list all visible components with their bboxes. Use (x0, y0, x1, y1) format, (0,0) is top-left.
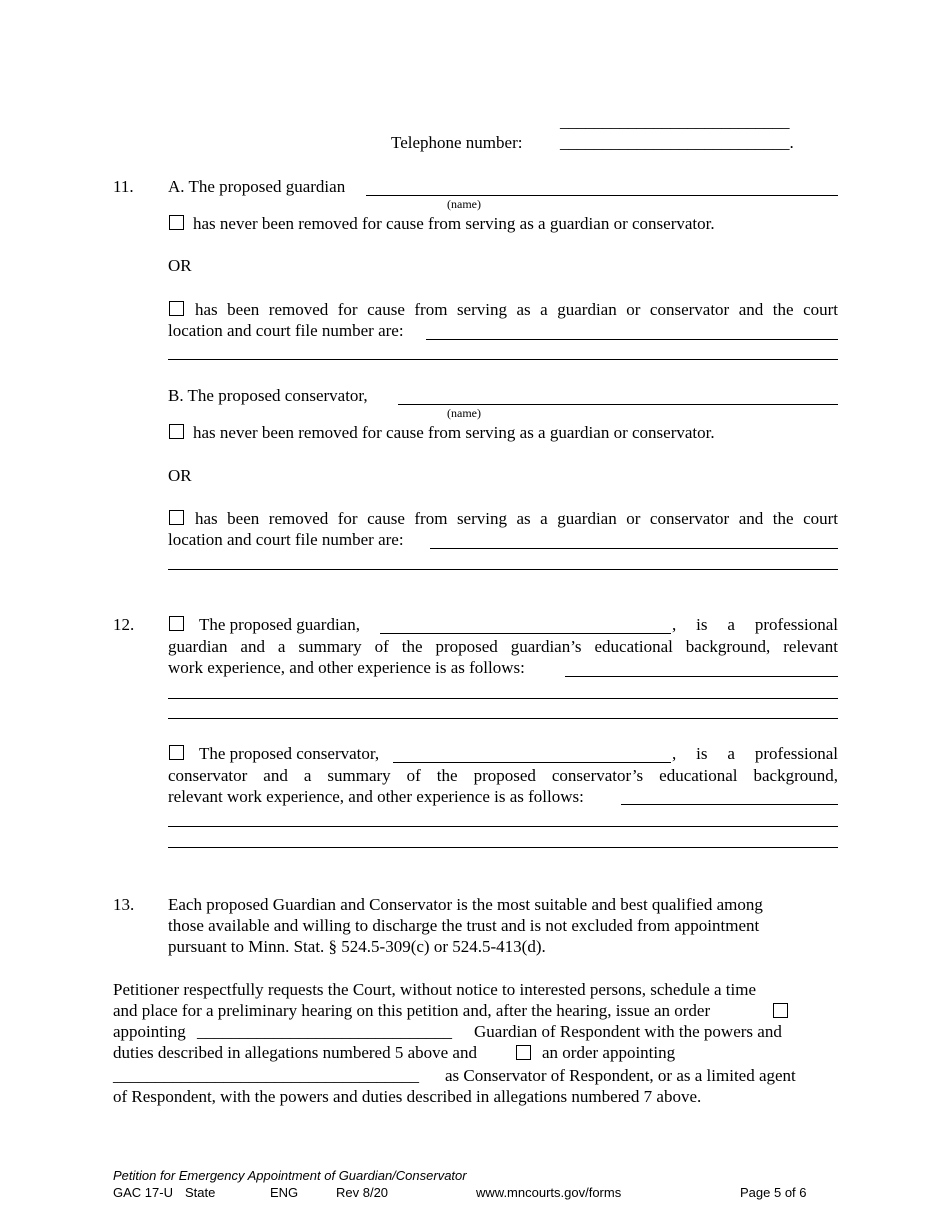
or-text-b: OR (168, 466, 192, 485)
request-order-appointing: an order appointing (542, 1043, 676, 1062)
professional-conservator-tail: , is a professional (672, 744, 838, 763)
guardian-never-removed-text: has never been removed for cause from serving as a guardian or conservator. (193, 214, 715, 233)
order-appointing-conservator-checkbox[interactable] (516, 1045, 531, 1060)
request-appointing-label: appointing (113, 1022, 186, 1041)
conservator-court-location-field-2[interactable] (168, 569, 838, 570)
professional-guardian-name-field[interactable] (380, 633, 671, 634)
guardian-court-location-label: location and court file number are: (168, 321, 404, 340)
guardian-experience-field-3[interactable] (168, 718, 838, 719)
section-12-number: 12. (113, 615, 135, 634)
conservator-removed-text: has been removed for cause from serving as a guardian or conservator and the court (195, 509, 838, 528)
conservator-removed-checkbox[interactable] (169, 510, 184, 525)
professional-conservator-name-field[interactable] (393, 762, 671, 763)
request-line2: and place for a preliminary hearing on this petition and, after the hearing, issue an order (113, 1001, 711, 1020)
professional-conservator-line2: conservator and a summary of the proposed conservator’s educational background, (168, 766, 838, 785)
conservator-court-location-field[interactable] (430, 548, 838, 549)
footer-url[interactable]: www.mncourts.gov/forms (476, 1185, 622, 1200)
conservator-never-removed-checkbox[interactable] (169, 424, 184, 439)
guardian-experience-field-2[interactable] (168, 698, 838, 699)
section-11-number: 11. (113, 177, 134, 196)
section-13-line3: pursuant to Minn. Stat. § 524.5-309(c) or 524.5-413(d). (168, 937, 546, 956)
order-appointing-guardian-checkbox[interactable] (773, 1003, 788, 1018)
guardian-experience-field[interactable] (565, 676, 838, 677)
conservator-court-location-label: location and court file number are: (168, 530, 404, 549)
conservator-experience-field-2[interactable] (168, 826, 838, 827)
conservator-experience-field[interactable] (621, 804, 838, 805)
section-13-number: 13. (113, 895, 135, 914)
guardian-removed-text: has been removed for cause from serving as a guardian or conservator and the court (195, 300, 838, 319)
professional-guardian-line3: work experience, and other experience is as follows: (168, 658, 525, 677)
request-line1: Petitioner respectfully requests the Court, without notice to interested persons, schedule a time (113, 980, 757, 999)
or-text: OR (168, 256, 192, 275)
guardian-name-caption: (name) (447, 197, 481, 211)
professional-guardian-tail: , is a professional (672, 615, 838, 634)
request-guardian-powers: Guardian of Respondent with the powers and (474, 1022, 782, 1041)
conservator-appointee-field[interactable]: ____________________________________ (113, 1066, 419, 1085)
footer-page-number: Page 5 of 6 (740, 1185, 807, 1200)
guardian-court-location-field[interactable] (426, 339, 838, 340)
telephone-field[interactable]: ___________________________. (560, 133, 794, 152)
conservator-name-label: B. The proposed conservator, (168, 386, 368, 405)
request-conservator-text: as Conservator of Respondent, or as a limited agent (445, 1066, 796, 1085)
conservator-never-removed-text: has never been removed for cause from serving as a guardian or conservator. (193, 423, 715, 442)
professional-conservator-lead: The proposed conservator, (199, 744, 380, 763)
professional-conservator-checkbox[interactable] (169, 745, 184, 760)
conservator-experience-field-3[interactable] (168, 847, 838, 848)
professional-conservator-line3: relevant work experience, and other experience is as follows: (168, 787, 584, 806)
professional-guardian-checkbox[interactable] (169, 616, 184, 631)
footer-state: State (185, 1185, 216, 1200)
guardian-name-field[interactable] (366, 195, 838, 196)
guardian-never-removed-checkbox[interactable] (169, 215, 184, 230)
footer-form-code: GAC 17-U (113, 1185, 173, 1200)
request-line6: of Respondent, with the powers and duties described in allegations numbered 7 above. (113, 1087, 702, 1106)
conservator-name-caption: (name) (447, 406, 481, 420)
footer-form-title: Petition for Emergency Appointment of Guardian/Conservator (113, 1168, 467, 1183)
professional-guardian-lead: The proposed guardian, (199, 615, 360, 634)
guardian-court-location-field-2[interactable] (168, 359, 838, 360)
footer-language: ENG (270, 1185, 299, 1200)
professional-guardian-line2: guardian and a summary of the proposed guardian’s educational background, relevant (168, 637, 838, 656)
guardian-name-label: A. The proposed guardian (168, 177, 346, 196)
guardian-removed-checkbox[interactable] (169, 301, 184, 316)
telephone-line-top: ___________________________ (560, 112, 790, 131)
guardian-appointee-field[interactable]: ______________________________ (197, 1022, 452, 1041)
conservator-name-field[interactable] (398, 404, 838, 405)
section-13-line2: those available and willing to discharge the trust and is not excluded from appointment (168, 916, 760, 935)
footer-revision: Rev 8/20 (336, 1185, 389, 1200)
telephone-label: Telephone number: (391, 133, 523, 152)
section-13-line1: Each proposed Guardian and Conservator is the most suitable and best qualified among (168, 895, 763, 914)
request-line4: duties described in allegations numbered 5 above and (113, 1043, 477, 1062)
